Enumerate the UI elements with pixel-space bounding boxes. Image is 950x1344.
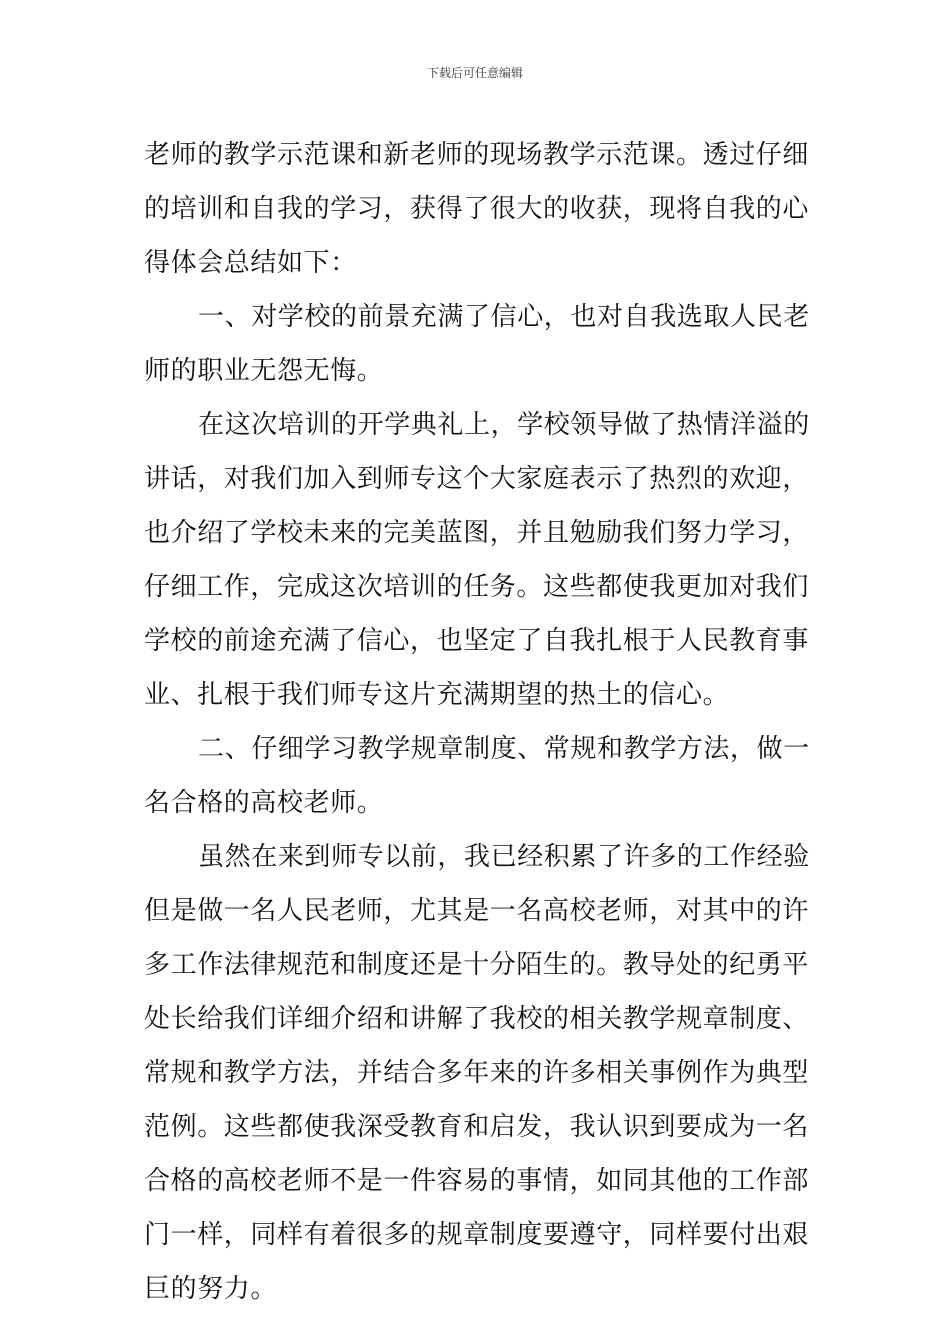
text-line: 多工作法律规范和制度还是十分陌生的。教导处的纪勇平 (144, 950, 810, 980)
text-line: 仔细工作，完成这次培训的任务。这些都使我更加对我们 (144, 572, 810, 602)
paragraph-start: 在这次培训的开学典礼上，学校领导做了热情洋溢的 (198, 410, 810, 440)
text-line: 老师的教学示范课和新老师的现场教学示范课。透过仔细 (144, 140, 810, 170)
text-line: 范例。这些都使我深受教育和启发，我认识到要成为一名 (144, 1112, 810, 1142)
text-line: 业、扎根于我们师专这片充满期望的热土的信心。 (144, 680, 730, 710)
text-line: 得体会总结如下： (144, 248, 357, 278)
document-body (144, 128, 810, 1316)
text-line: 常规和教学方法，并结合多年来的许多相关事例作为典型 (144, 1058, 810, 1088)
text-line: 师的职业无怨无悔。 (144, 356, 384, 386)
text-line: 名合格的高校老师。 (144, 788, 384, 818)
text-line: 合格的高校老师不是一件容易的事情，如同其他的工作部 (144, 1166, 810, 1196)
paragraph-start: 虽然在来到师专以前，我已经积累了许多的工作经验 (198, 842, 810, 872)
page-header: 下载后可任意编辑 (426, 66, 523, 80)
text-line: 门一样，同样有着很多的规章制度要遵守，同样要付出艰 (144, 1220, 810, 1250)
text-line: 但是做一名人民老师，尤其是一名高校老师，对其中的许 (144, 896, 810, 926)
text-line: 巨的努力。 (144, 1274, 278, 1304)
text-line: 的培训和自我的学习，获得了很大的收获，现将自我的心 (144, 194, 810, 224)
section-heading-1: 一、对学校的前景充满了信心，也对自我选取人民老 (198, 302, 810, 332)
text-line: 处长给我们详细介绍和讲解了我校的相关教学规章制度、 (144, 1004, 810, 1034)
section-heading-2: 二、仔细学习教学规章制度、常规和教学方法，做一 (198, 734, 810, 764)
text-line: 学校的前途充满了信心，也坚定了自我扎根于人民教育事 (144, 626, 810, 656)
text-line: 讲话，对我们加入到师专这个大家庭表示了热烈的欢迎， (144, 464, 810, 494)
text-line: 也介绍了学校未来的完美蓝图，并且勉励我们努力学习， (144, 518, 810, 548)
